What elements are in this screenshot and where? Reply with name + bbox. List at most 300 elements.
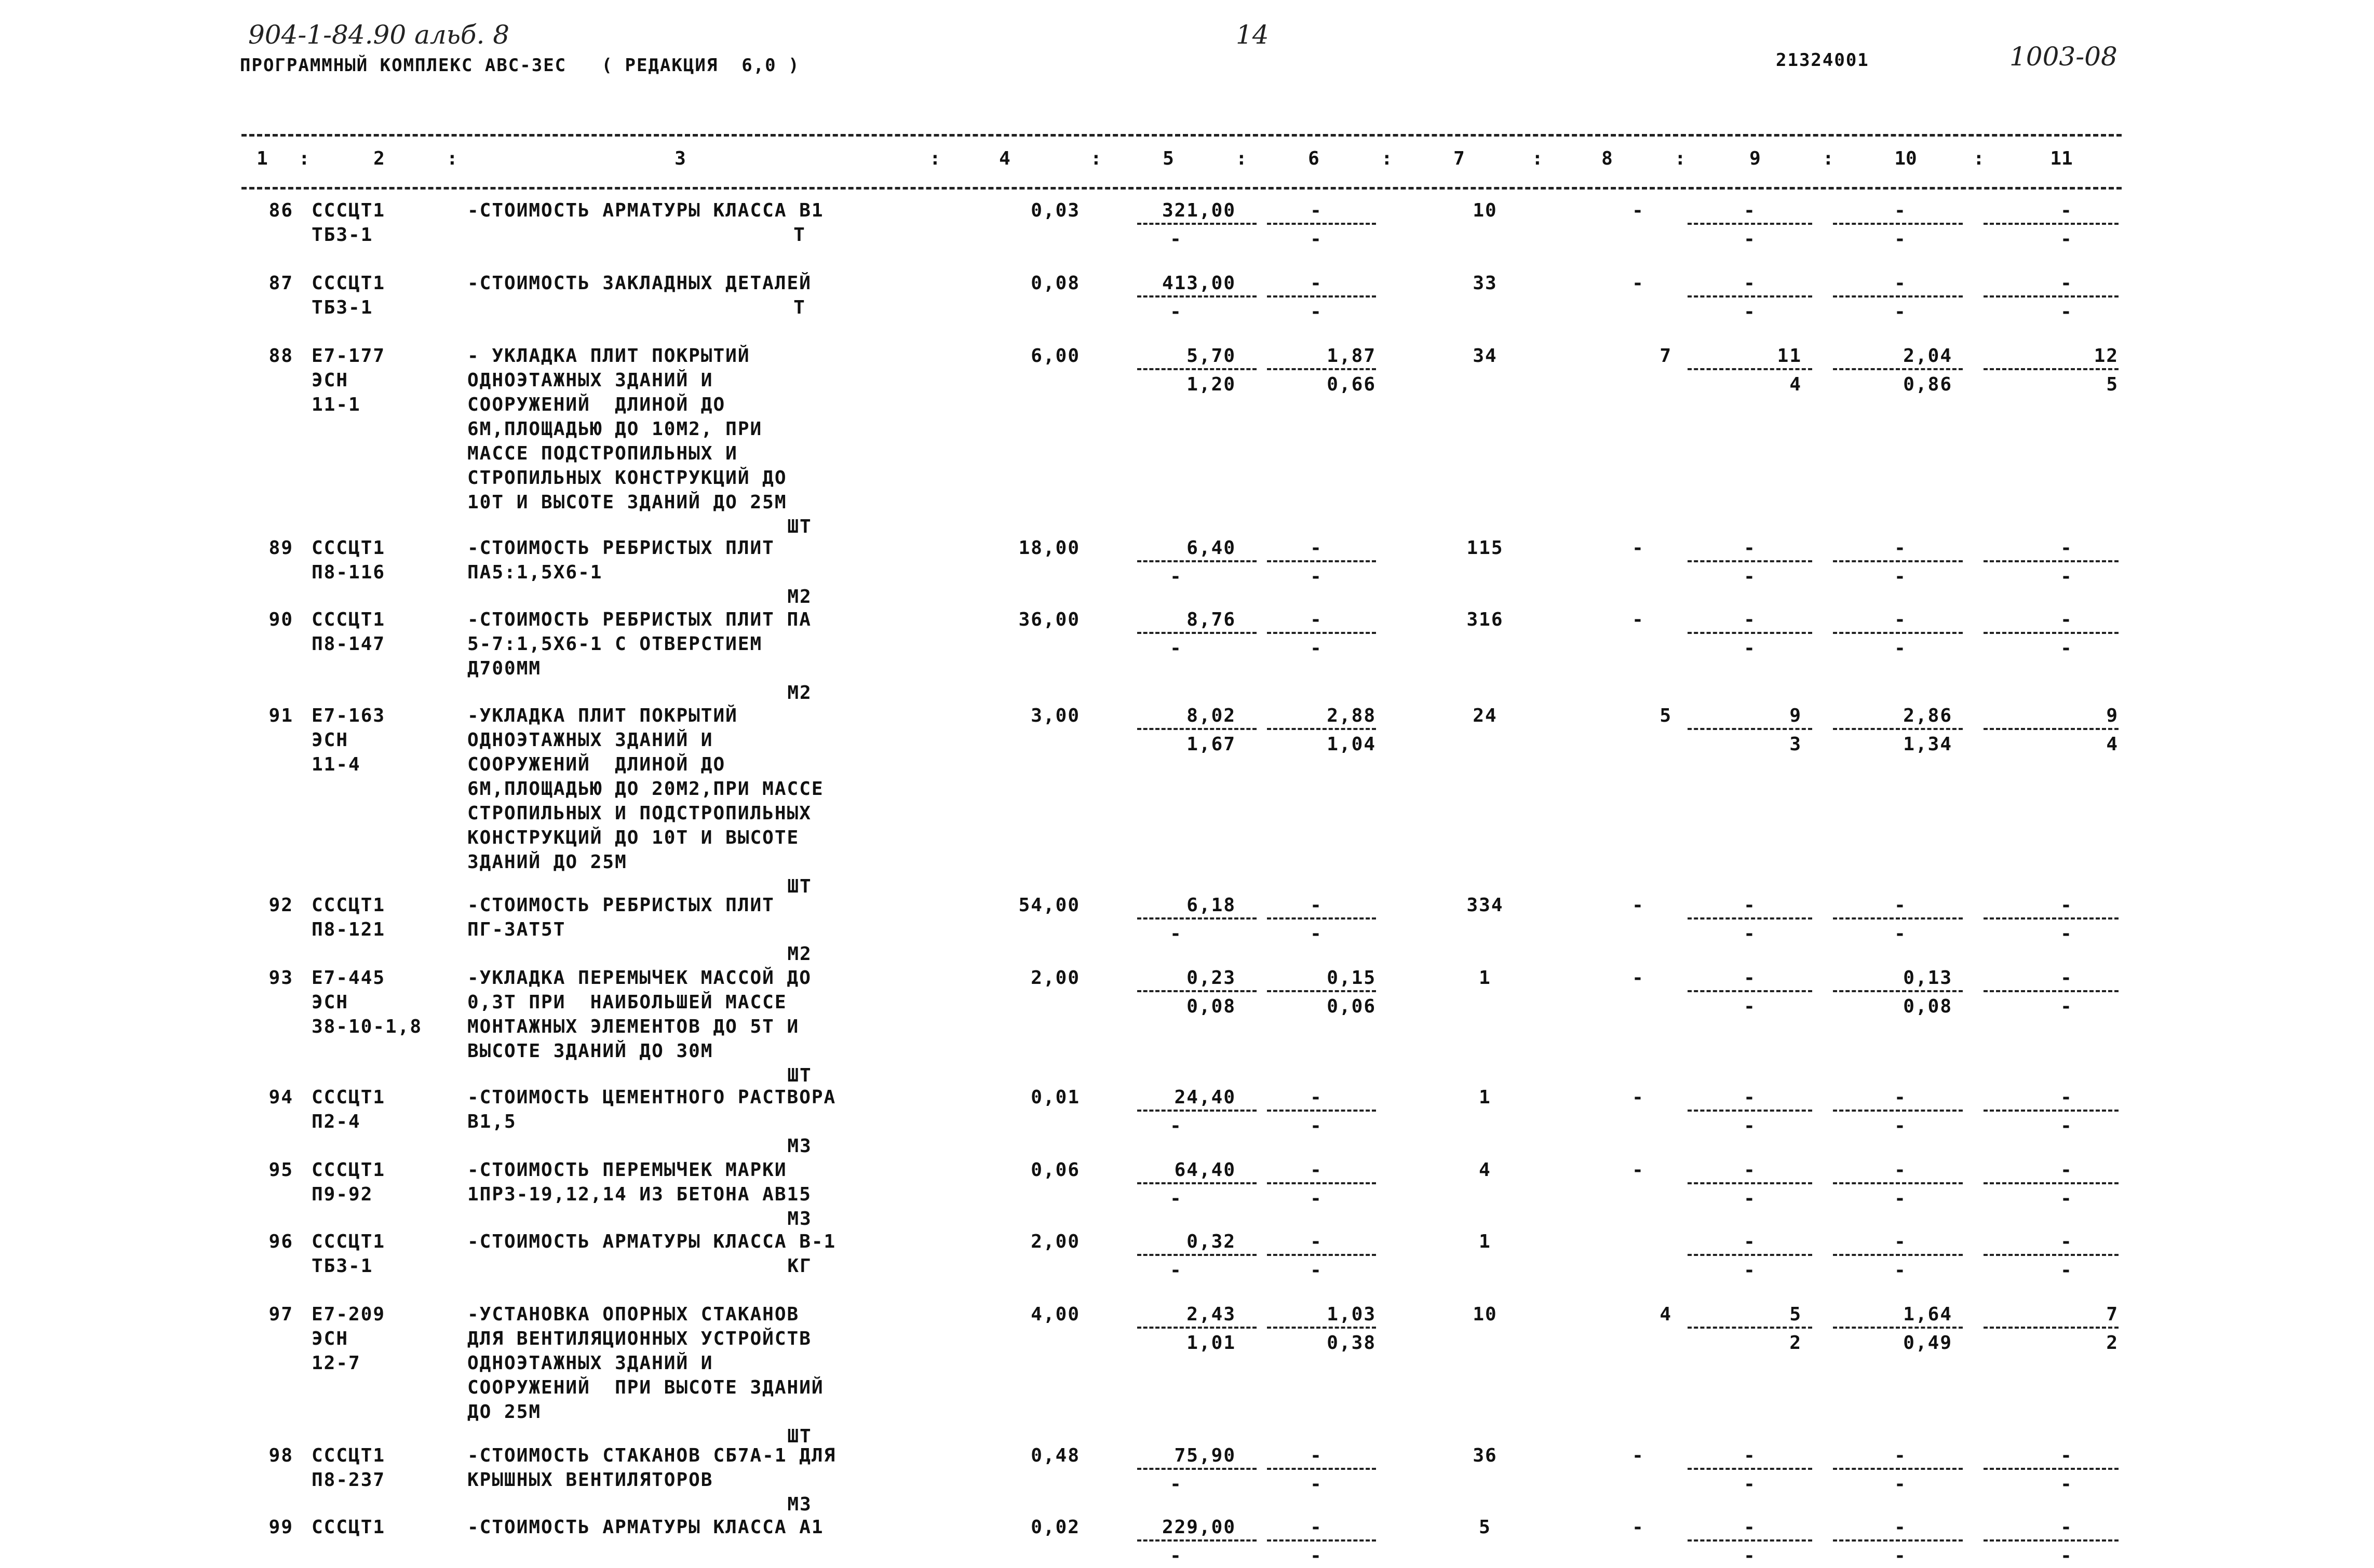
cell-divider bbox=[1833, 295, 1963, 298]
column-number-11: 11 bbox=[2050, 148, 2073, 169]
work-description: -СТОИМОСТЬ РЕБРИСТЫХ ПЛИТ bbox=[467, 537, 775, 559]
wage-total-cell: - bbox=[1632, 1159, 1644, 1181]
wage-total-cell: 4 bbox=[1660, 1304, 1672, 1325]
machine-wage-total-cell: - bbox=[1744, 1260, 1756, 1281]
labor-machine-cell: - bbox=[1894, 301, 1907, 322]
cell-divider bbox=[1267, 1182, 1376, 1184]
resource-code: СССЦТ1 bbox=[312, 273, 386, 294]
cell-divider bbox=[1984, 1110, 2119, 1112]
cell-divider bbox=[1267, 1468, 1376, 1470]
row-number: 89 bbox=[268, 537, 293, 559]
unit-of-measure: М2 bbox=[787, 943, 812, 965]
cell-divider bbox=[1137, 295, 1257, 298]
cell-divider bbox=[1267, 368, 1376, 370]
work-description: СООРУЖЕНИЙ ПРИ ВЫСОТЕ ЗДАНИЙ bbox=[467, 1377, 824, 1398]
row-number: 95 bbox=[268, 1159, 293, 1181]
labor-machine-cell: 0,86 bbox=[1903, 374, 1952, 395]
cell-divider bbox=[1688, 1254, 1812, 1256]
row-number: 88 bbox=[268, 345, 293, 367]
cell-divider bbox=[1688, 632, 1812, 634]
work-description: СТРОПИЛЬНЫХ КОНСТРУКЦИЙ ДО bbox=[467, 467, 787, 489]
cell-divider bbox=[1267, 632, 1376, 634]
work-description: 0,3Т ПРИ НАИБОЛЬШЕЙ МАССЕ bbox=[467, 992, 787, 1013]
machine-wage-cell: - bbox=[1310, 1188, 1323, 1209]
table-header-rule bbox=[241, 187, 2122, 190]
labor-cell: - bbox=[1894, 537, 1907, 559]
resource-code: Е7-163 bbox=[312, 705, 386, 726]
resource-code: 11-1 bbox=[312, 394, 361, 415]
machine-wage-cell: - bbox=[1310, 301, 1323, 322]
resource-code: 38-10-1,8 bbox=[312, 1016, 423, 1037]
work-description: ОДНОЭТАЖНЫХ ЗДАНИЙ И bbox=[467, 1353, 713, 1374]
cell-divider bbox=[1137, 632, 1257, 634]
machine-wage-cell: - bbox=[1310, 1474, 1323, 1495]
row-number: 97 bbox=[268, 1304, 293, 1325]
cell-divider bbox=[1833, 1182, 1963, 1184]
labor-total-cell: - bbox=[2060, 1517, 2073, 1538]
column-number-1: 1 bbox=[257, 148, 268, 169]
cell-divider bbox=[1984, 368, 2119, 370]
wage-total-cell: - bbox=[1632, 895, 1644, 916]
column-separator: : bbox=[1675, 148, 1686, 169]
work-description: -СТОИМОСТЬ АРМАТУРЫ КЛАССА В1 bbox=[467, 200, 824, 221]
work-description: - УКЛАДКА ПЛИТ ПОКРЫТИЙ bbox=[467, 345, 750, 367]
work-description: -УСТАНОВКА ОПОРНЫХ СТАКАНОВ bbox=[467, 1304, 800, 1325]
unit-of-measure: Т bbox=[793, 297, 806, 318]
cell-divider bbox=[1688, 990, 1812, 992]
unit-cost-wage-cell: - bbox=[1170, 1188, 1182, 1209]
work-description: ЗДАНИЙ ДО 25М bbox=[467, 851, 627, 873]
machine-cost-cell: - bbox=[1310, 200, 1323, 221]
total-cost-cell: 36 bbox=[1473, 1445, 1498, 1466]
work-description: 5-7:1,5Х6-1 С ОТВЕРСТИЕМ bbox=[467, 633, 763, 655]
wage-total-cell: - bbox=[1632, 609, 1644, 630]
row-number: 90 bbox=[268, 609, 293, 630]
wage-total-cell: - bbox=[1632, 200, 1644, 221]
total-cost-cell: 4 bbox=[1479, 1159, 1491, 1181]
quantity-cell: 2,00 bbox=[1031, 967, 1080, 989]
labor-machine-cell: - bbox=[1894, 638, 1907, 659]
work-description: ДЛЯ ВЕНТИЛЯЦИОННЫХ УСТРОЙСТВ bbox=[467, 1328, 812, 1349]
unit-cost-cell: 413,00 bbox=[1162, 273, 1236, 294]
resource-code: ЭСН bbox=[312, 992, 349, 1013]
unit-of-measure: М3 bbox=[787, 1208, 812, 1229]
machine-cost-cell: 2,88 bbox=[1327, 705, 1376, 726]
quantity-cell: 2,00 bbox=[1031, 1231, 1080, 1252]
machine-wage-total-cell: - bbox=[1744, 1115, 1756, 1137]
resource-code: ТБ3-1 bbox=[312, 224, 373, 246]
cell-divider bbox=[1137, 1254, 1257, 1256]
cell-divider bbox=[1688, 1468, 1812, 1470]
machine-total-cell: - bbox=[1744, 200, 1756, 221]
machine-cost-cell: 1,87 bbox=[1327, 345, 1376, 367]
labor-total-cell: - bbox=[2060, 895, 2073, 916]
resource-code: СССЦТ1 bbox=[312, 1231, 386, 1252]
labor-cell: 0,13 bbox=[1903, 967, 1952, 989]
cell-divider bbox=[1984, 990, 2119, 992]
total-cost-cell: 1 bbox=[1479, 1087, 1491, 1108]
work-description: -СТОИМОСТЬ ЗАКЛАДНЫХ ДЕТАЛЕЙ bbox=[467, 273, 812, 294]
resource-code: П8-116 bbox=[312, 562, 386, 583]
labor-cell: - bbox=[1894, 895, 1907, 916]
cell-divider bbox=[1688, 1327, 1812, 1329]
labor-machine-cell: 1,34 bbox=[1903, 734, 1952, 755]
column-separator: : bbox=[1236, 148, 1247, 169]
unit-cost-wage-cell: - bbox=[1170, 1115, 1182, 1137]
resource-code: 11-4 bbox=[312, 754, 361, 775]
machine-wage-total-cell: - bbox=[1744, 301, 1756, 322]
cell-divider bbox=[1137, 917, 1257, 920]
unit-cost-wage-cell: 1,67 bbox=[1186, 734, 1236, 755]
cell-divider bbox=[1984, 1327, 2119, 1329]
machine-wage-cell: - bbox=[1310, 228, 1323, 250]
total-cost-cell: 10 bbox=[1473, 200, 1498, 221]
work-description: -СТОИМОСТЬ СТАКАНОВ СБ7А-1 ДЛЯ bbox=[467, 1445, 837, 1466]
unit-cost-cell: 2,43 bbox=[1186, 1304, 1236, 1325]
wage-total-cell: 5 bbox=[1660, 705, 1672, 726]
labor-machine-cell: - bbox=[1894, 1545, 1907, 1566]
machine-cost-cell: - bbox=[1310, 1445, 1323, 1466]
work-description: 10Т И ВЫСОТЕ ЗДАНИЙ ДО 25М bbox=[467, 492, 787, 513]
column-number-6: 6 bbox=[1308, 148, 1319, 169]
machine-wage-cell: 0,38 bbox=[1327, 1332, 1376, 1354]
work-description: -СТОИМОСТЬ РЕБРИСТЫХ ПЛИТ bbox=[467, 895, 775, 916]
labor-cell: 1,64 bbox=[1903, 1304, 1952, 1325]
unit-cost-wage-cell: - bbox=[1170, 1545, 1182, 1566]
resource-code: СССЦТ1 bbox=[312, 609, 386, 630]
labor-total-cell: - bbox=[2060, 1087, 2073, 1108]
cell-divider bbox=[1984, 632, 2119, 634]
machine-cost-cell: 1,03 bbox=[1327, 1304, 1376, 1325]
labor-total-cell: 12 bbox=[2094, 345, 2119, 367]
unit-of-measure: ШТ bbox=[787, 516, 812, 537]
cell-divider bbox=[1984, 917, 2119, 920]
cell-divider bbox=[1688, 1539, 1812, 1542]
labor-total-machine-cell: 5 bbox=[2106, 374, 2119, 395]
cell-divider bbox=[1833, 728, 1963, 730]
total-cost-cell: 34 bbox=[1473, 345, 1498, 367]
total-cost-cell: 10 bbox=[1473, 1304, 1498, 1325]
cell-divider bbox=[1267, 990, 1376, 992]
resource-code: Е7-445 bbox=[312, 967, 386, 989]
handwritten-album-ref: 904-1-84.90 альб. 8 bbox=[248, 20, 510, 50]
machine-cost-cell: - bbox=[1310, 895, 1323, 916]
labor-total-cell: 7 bbox=[2106, 1304, 2119, 1325]
labor-total-machine-cell: - bbox=[2060, 1115, 2073, 1137]
unit-cost-wage-cell: - bbox=[1170, 566, 1182, 587]
cell-divider bbox=[1267, 1327, 1376, 1329]
unit-cost-cell: 24,40 bbox=[1174, 1087, 1236, 1108]
labor-total-machine-cell: - bbox=[2060, 566, 2073, 587]
column-number-5: 5 bbox=[1163, 148, 1174, 169]
resource-code: СССЦТ1 bbox=[312, 200, 386, 221]
row-number: 92 bbox=[268, 895, 293, 916]
row-number: 86 bbox=[268, 200, 293, 221]
labor-total-machine-cell: - bbox=[2060, 1474, 2073, 1495]
quantity-cell: 18,00 bbox=[1018, 537, 1080, 559]
total-cost-cell: 1 bbox=[1479, 967, 1491, 989]
cell-divider bbox=[1833, 1327, 1963, 1329]
cell-divider bbox=[1833, 1468, 1963, 1470]
row-number: 98 bbox=[268, 1445, 293, 1466]
resource-code: ЭСН bbox=[312, 1328, 349, 1349]
labor-total-cell: - bbox=[2060, 1231, 2073, 1252]
work-description: 1ПР3-19,12,14 ИЗ БЕТОНА АВ15 bbox=[467, 1184, 812, 1205]
labor-total-machine-cell: - bbox=[2060, 923, 2073, 944]
work-description: 6М,ПЛОЩАДЬЮ ДО 20М2,ПРИ МАССЕ bbox=[467, 778, 824, 800]
machine-total-cell: - bbox=[1744, 1159, 1756, 1181]
work-description: -СТОИМОСТЬ РЕБРИСТЫХ ПЛИТ ПА bbox=[467, 609, 812, 630]
work-description: СООРУЖЕНИЙ ДЛИНОЙ ДО bbox=[467, 754, 726, 775]
unit-of-measure: ШТ bbox=[787, 1426, 812, 1447]
unit-cost-wage-cell: - bbox=[1170, 923, 1182, 944]
machine-total-cell: 9 bbox=[1789, 705, 1802, 726]
column-number-4: 4 bbox=[999, 148, 1010, 169]
labor-cell: - bbox=[1894, 273, 1907, 294]
labor-machine-cell: - bbox=[1894, 923, 1907, 944]
resource-code: СССЦТ1 bbox=[312, 1517, 386, 1538]
quantity-cell: 0,06 bbox=[1031, 1159, 1080, 1181]
unit-cost-wage-cell: - bbox=[1170, 301, 1182, 322]
cell-divider bbox=[1267, 295, 1376, 298]
unit-cost-cell: 0,32 bbox=[1186, 1231, 1236, 1252]
quantity-cell: 0,02 bbox=[1031, 1517, 1080, 1538]
column-number-9: 9 bbox=[1749, 148, 1761, 169]
cell-divider bbox=[1833, 1110, 1963, 1112]
cell-divider bbox=[1267, 728, 1376, 730]
document-code: 21324001 bbox=[1776, 50, 1869, 71]
work-description: ДО 25М bbox=[467, 1401, 542, 1423]
column-number-10: 10 bbox=[1894, 148, 1917, 169]
machine-cost-cell: - bbox=[1310, 1087, 1323, 1108]
quantity-cell: 0,03 bbox=[1031, 200, 1080, 221]
cell-divider bbox=[1137, 990, 1257, 992]
resource-code: СССЦТ1 bbox=[312, 1159, 386, 1181]
wage-total-cell: - bbox=[1632, 1087, 1644, 1108]
machine-total-cell: - bbox=[1744, 537, 1756, 559]
labor-total-cell: 9 bbox=[2106, 705, 2119, 726]
unit-cost-wage-cell: 1,01 bbox=[1186, 1332, 1236, 1354]
labor-total-machine-cell: - bbox=[2060, 1188, 2073, 1209]
cell-divider bbox=[1984, 1468, 2119, 1470]
cell-divider bbox=[1984, 1182, 2119, 1184]
labor-machine-cell: - bbox=[1894, 1188, 1907, 1209]
column-separator: : bbox=[1823, 148, 1834, 169]
column-separator: : bbox=[1090, 148, 1102, 169]
labor-machine-cell: 0,49 bbox=[1903, 1332, 1952, 1354]
quantity-cell: 3,00 bbox=[1031, 705, 1080, 726]
labor-machine-cell: - bbox=[1894, 228, 1907, 250]
labor-total-machine-cell: - bbox=[2060, 1545, 2073, 1566]
work-description: МОНТАЖНЫХ ЭЛЕМЕНТОВ ДО 5Т И bbox=[467, 1016, 800, 1037]
cell-divider bbox=[1833, 917, 1963, 920]
machine-wage-total-cell: - bbox=[1744, 923, 1756, 944]
wage-total-cell: - bbox=[1632, 967, 1644, 989]
quantity-cell: 36,00 bbox=[1018, 609, 1080, 630]
work-description: МАССЕ ПОДСТРОПИЛЬНЫХ И bbox=[467, 443, 738, 464]
work-description: -УКЛАДКА ПЕРЕМЫЧЕК МАССОЙ ДО bbox=[467, 967, 812, 989]
machine-total-cell: - bbox=[1744, 1517, 1756, 1538]
machine-wage-cell: - bbox=[1310, 1260, 1323, 1281]
machine-cost-cell: - bbox=[1310, 609, 1323, 630]
column-separator: : bbox=[929, 148, 941, 169]
machine-total-cell: - bbox=[1744, 895, 1756, 916]
total-cost-cell: 115 bbox=[1466, 537, 1504, 559]
cell-divider bbox=[1137, 1327, 1257, 1329]
work-description: ПА5:1,5Х6-1 bbox=[467, 562, 603, 583]
row-number: 94 bbox=[268, 1087, 293, 1108]
row-number: 99 bbox=[268, 1517, 293, 1538]
labor-cell: - bbox=[1894, 200, 1907, 221]
work-description: КРЫШНЫХ ВЕНТИЛЯТОРОВ bbox=[467, 1469, 713, 1491]
machine-wage-cell: 0,06 bbox=[1327, 996, 1376, 1017]
cell-divider bbox=[1688, 295, 1812, 298]
cell-divider bbox=[1267, 1110, 1376, 1112]
column-separator: : bbox=[1532, 148, 1543, 169]
work-description: -СТОИМОСТЬ АРМАТУРЫ КЛАССА А1 bbox=[467, 1517, 824, 1538]
cell-divider bbox=[1833, 560, 1963, 562]
work-description: -СТОИМОСТЬ ЦЕМЕНТНОГО РАСТВОРА bbox=[467, 1087, 837, 1108]
machine-wage-cell: 1,04 bbox=[1327, 734, 1376, 755]
machine-cost-cell: 0,15 bbox=[1327, 967, 1376, 989]
machine-wage-cell: - bbox=[1310, 1545, 1323, 1566]
machine-wage-cell: - bbox=[1310, 923, 1323, 944]
labor-total-machine-cell: 4 bbox=[2106, 734, 2119, 755]
cell-divider bbox=[1984, 560, 2119, 562]
labor-machine-cell: - bbox=[1894, 1260, 1907, 1281]
table-top-rule bbox=[241, 134, 2122, 137]
cell-divider bbox=[1688, 223, 1812, 225]
cell-divider bbox=[1137, 1110, 1257, 1112]
machine-total-cell: - bbox=[1744, 1231, 1756, 1252]
unit-cost-wage-cell: - bbox=[1170, 228, 1182, 250]
resource-code: Е7-177 bbox=[312, 345, 386, 367]
wage-total-cell: - bbox=[1632, 273, 1644, 294]
row-number: 91 bbox=[268, 705, 293, 726]
unit-cost-cell: 6,40 bbox=[1186, 537, 1236, 559]
unit-of-measure: М2 bbox=[787, 586, 812, 607]
machine-wage-cell: - bbox=[1310, 566, 1323, 587]
cell-divider bbox=[1137, 1468, 1257, 1470]
resource-code: ЭСН bbox=[312, 370, 349, 391]
row-number: 93 bbox=[268, 967, 293, 989]
column-separator: : bbox=[447, 148, 458, 169]
labor-total-machine-cell: - bbox=[2060, 638, 2073, 659]
unit-of-measure: ШТ bbox=[787, 876, 812, 897]
unit-cost-cell: 321,00 bbox=[1162, 200, 1236, 221]
machine-wage-total-cell: - bbox=[1744, 1474, 1756, 1495]
machine-total-cell: - bbox=[1744, 967, 1756, 989]
total-cost-cell: 24 bbox=[1473, 705, 1498, 726]
cell-divider bbox=[1688, 1182, 1812, 1184]
machine-cost-cell: - bbox=[1310, 1159, 1323, 1181]
cell-divider bbox=[1137, 728, 1257, 730]
resource-code: П2-4 bbox=[312, 1111, 361, 1132]
labor-total-machine-cell: - bbox=[2060, 228, 2073, 250]
cell-divider bbox=[1984, 728, 2119, 730]
column-separator: : bbox=[1973, 148, 1985, 169]
labor-total-cell: - bbox=[2060, 609, 2073, 630]
machine-wage-cell: - bbox=[1310, 1115, 1323, 1137]
handwritten-page-number: 14 bbox=[1236, 20, 1269, 50]
handwritten-sheet-ref: 1003-08 bbox=[2009, 42, 2117, 72]
unit-of-measure: КГ bbox=[787, 1255, 812, 1277]
quantity-cell: 54,00 bbox=[1018, 895, 1080, 916]
work-description: Д700ММ bbox=[467, 658, 542, 679]
labor-total-cell: - bbox=[2060, 537, 2073, 559]
labor-total-cell: - bbox=[2060, 1159, 2073, 1181]
machine-wage-total-cell: - bbox=[1744, 566, 1756, 587]
cell-divider bbox=[1137, 1539, 1257, 1542]
labor-total-cell: - bbox=[2060, 1445, 2073, 1466]
resource-code: СССЦТ1 bbox=[312, 895, 386, 916]
labor-total-cell: - bbox=[2060, 273, 2073, 294]
resource-code: СССЦТ1 bbox=[312, 1087, 386, 1108]
resource-code: П8-121 bbox=[312, 919, 386, 940]
row-number: 87 bbox=[268, 273, 293, 294]
work-description: КОНСТРУКЦИЙ ДО 10Т И ВЫСОТЕ bbox=[467, 827, 800, 848]
machine-total-cell: - bbox=[1744, 273, 1756, 294]
resource-code: ТБ3-1 bbox=[312, 297, 373, 318]
quantity-cell: 4,00 bbox=[1031, 1304, 1080, 1325]
work-description: ОДНОЭТАЖНЫХ ЗДАНИЙ И bbox=[467, 729, 713, 751]
cell-divider bbox=[1833, 632, 1963, 634]
cell-divider bbox=[1984, 295, 2119, 298]
quantity-cell: 0,01 bbox=[1031, 1087, 1080, 1108]
resource-code: СССЦТ1 bbox=[312, 1445, 386, 1466]
cell-divider bbox=[1833, 1254, 1963, 1256]
machine-wage-total-cell: - bbox=[1744, 228, 1756, 250]
cell-divider bbox=[1267, 1539, 1376, 1542]
machine-total-cell: - bbox=[1744, 1445, 1756, 1466]
resource-code: П8-237 bbox=[312, 1469, 386, 1491]
cell-divider bbox=[1137, 1182, 1257, 1184]
cell-divider bbox=[1267, 560, 1376, 562]
machine-total-cell: - bbox=[1744, 1087, 1756, 1108]
unit-cost-cell: 6,18 bbox=[1186, 895, 1236, 916]
machine-wage-total-cell: 4 bbox=[1789, 374, 1802, 395]
unit-of-measure: М3 bbox=[787, 1494, 812, 1515]
unit-of-measure: М2 bbox=[787, 682, 812, 704]
work-description: ВЫСОТЕ ЗДАНИЙ ДО 30М bbox=[467, 1040, 713, 1062]
labor-machine-cell: - bbox=[1894, 1474, 1907, 1495]
machine-wage-total-cell: - bbox=[1744, 996, 1756, 1017]
labor-total-cell: - bbox=[2060, 200, 2073, 221]
cell-divider bbox=[1984, 1254, 2119, 1256]
labor-machine-cell: 0,08 bbox=[1903, 996, 1952, 1017]
resource-code: ТБ3-1 bbox=[312, 1255, 373, 1277]
cell-divider bbox=[1833, 223, 1963, 225]
machine-wage-total-cell: - bbox=[1744, 1188, 1756, 1209]
cell-divider bbox=[1833, 1539, 1963, 1542]
machine-wage-total-cell: - bbox=[1744, 638, 1756, 659]
unit-cost-cell: 75,90 bbox=[1174, 1445, 1236, 1466]
resource-code: П9-92 bbox=[312, 1184, 373, 1205]
work-description: В1,5 bbox=[467, 1111, 517, 1132]
resource-code: ЭСН bbox=[312, 729, 349, 751]
cell-divider bbox=[1267, 223, 1376, 225]
total-cost-cell: 1 bbox=[1479, 1231, 1491, 1252]
labor-machine-cell: - bbox=[1894, 1115, 1907, 1137]
labor-cell: 2,04 bbox=[1903, 345, 1952, 367]
unit-cost-cell: 229,00 bbox=[1162, 1517, 1236, 1538]
cell-divider bbox=[1137, 223, 1257, 225]
column-separator: : bbox=[299, 148, 310, 169]
unit-cost-wage-cell: - bbox=[1170, 1474, 1182, 1495]
wage-total-cell: 7 bbox=[1660, 345, 1672, 367]
machine-wage-cell: 0,66 bbox=[1327, 374, 1376, 395]
cell-divider bbox=[1833, 368, 1963, 370]
